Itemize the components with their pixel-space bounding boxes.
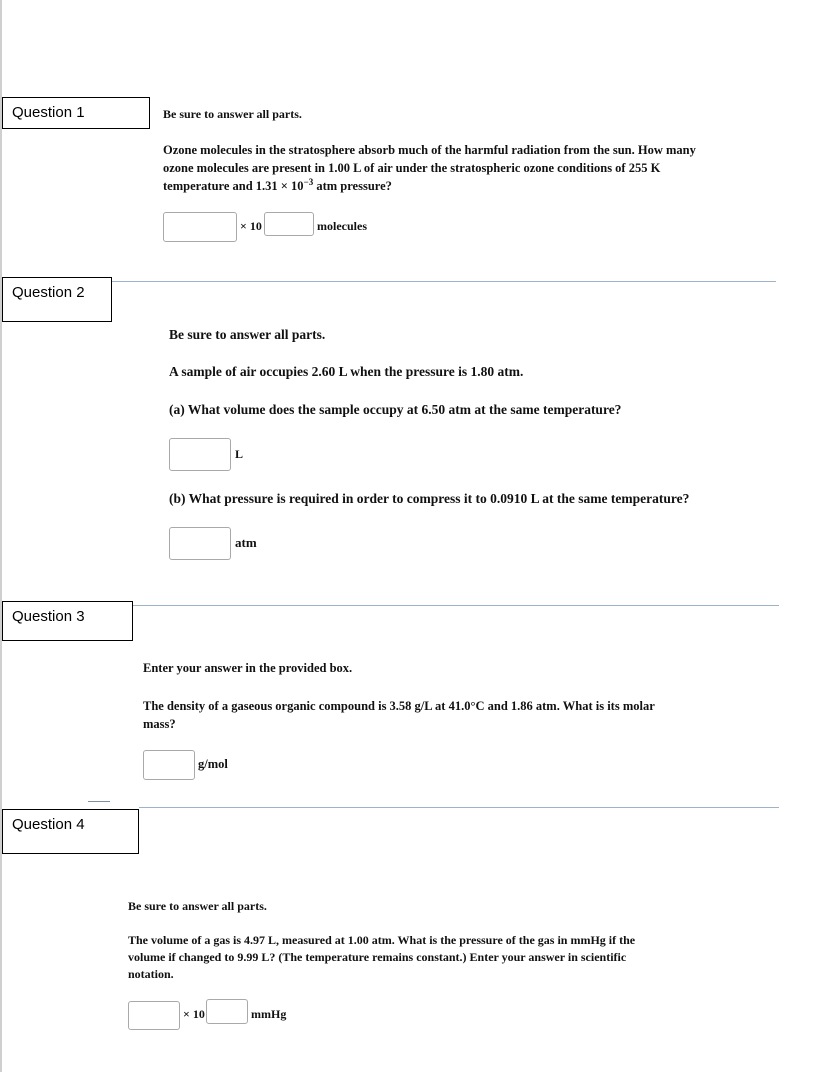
q2-part-b-unit: atm	[235, 535, 257, 550]
question-2-label: Question 2	[2, 277, 112, 322]
question-4-label: Question 4	[2, 809, 139, 854]
q1-unit: molecules	[317, 219, 367, 233]
q1-times-ten: × 10	[240, 219, 262, 233]
q2-part-a-input[interactable]	[169, 438, 231, 471]
q4-prompt-line2: volume if changed to 9.99 L? (The temperature remains constant.) Enter your answer in scientific	[128, 950, 627, 964]
divider-3	[139, 807, 779, 808]
q2-part-a-unit: L	[235, 447, 244, 461]
q3-answer-input[interactable]	[143, 750, 195, 780]
q4-prompt-line1: The volume of a gas is 4.97 L, measured at 1.00 atm. What is the pressure of the gas in mmHg if the	[128, 933, 636, 947]
q4-exponent-input[interactable]	[206, 999, 248, 1024]
q4-prompt-line3: notation.	[128, 967, 174, 981]
divider-1	[112, 281, 776, 282]
q4-unit: mmHg	[251, 1007, 287, 1021]
q2-part-a: (a) What volume does the sample occupy at 6.50 atm at the same temperature?	[169, 402, 622, 417]
q1-instruction: Be sure to answer all parts.	[163, 107, 302, 121]
q1-prompt	[163, 141, 696, 195]
q1-prompt-line3: temperature and $1.31 \times 10^{-3}$ atm pressure?	[163, 176, 392, 193]
divider-3-stub	[88, 801, 110, 802]
question-3-label: Question 3	[2, 601, 133, 641]
q1-prompt-line2: ozone molecules are present in 1.00 L of air under the stratospheric ozone conditions of 255 K	[163, 161, 661, 175]
q1-exponent-input[interactable]	[264, 212, 314, 236]
left-edge-rule	[0, 0, 2, 1072]
q3-instruction: Enter your answer in the provided box.	[143, 661, 353, 675]
q3-prompt-line2: mass?	[143, 717, 176, 731]
divider-2	[133, 605, 779, 606]
q4-instruction: Be sure to answer all parts.	[128, 899, 267, 913]
q2-part-b-input[interactable]	[169, 527, 231, 560]
q3-prompt-line1: The density of a gaseous organic compound is 3.58 g/L at 41.0°C and 1.86 atm. What is its molar	[143, 699, 655, 713]
q1-prompt-line1: Ozone molecules in the stratosphere absorb much of the harmful radiation from the sun. How many	[163, 143, 696, 157]
q3-prompt	[143, 697, 655, 733]
q2-instruction: Be sure to answer all parts.	[169, 327, 326, 342]
q1-exponent: −3	[303, 176, 314, 187]
q1-coefficient-input[interactable]	[163, 212, 237, 242]
q3-unit: g/mol	[198, 757, 228, 771]
q2-prompt: A sample of air occupies 2.60 L when the pressure is 1.80 atm.	[169, 364, 524, 379]
q4-prompt	[128, 932, 635, 983]
q4-times-ten: × 10	[183, 1007, 205, 1021]
question-1-label: Question 1	[2, 97, 150, 129]
q2-part-b: (b) What pressure is required in order to compress it to 0.0910 L at the same temperature?	[169, 491, 690, 506]
q4-coefficient-input[interactable]	[128, 1001, 180, 1030]
